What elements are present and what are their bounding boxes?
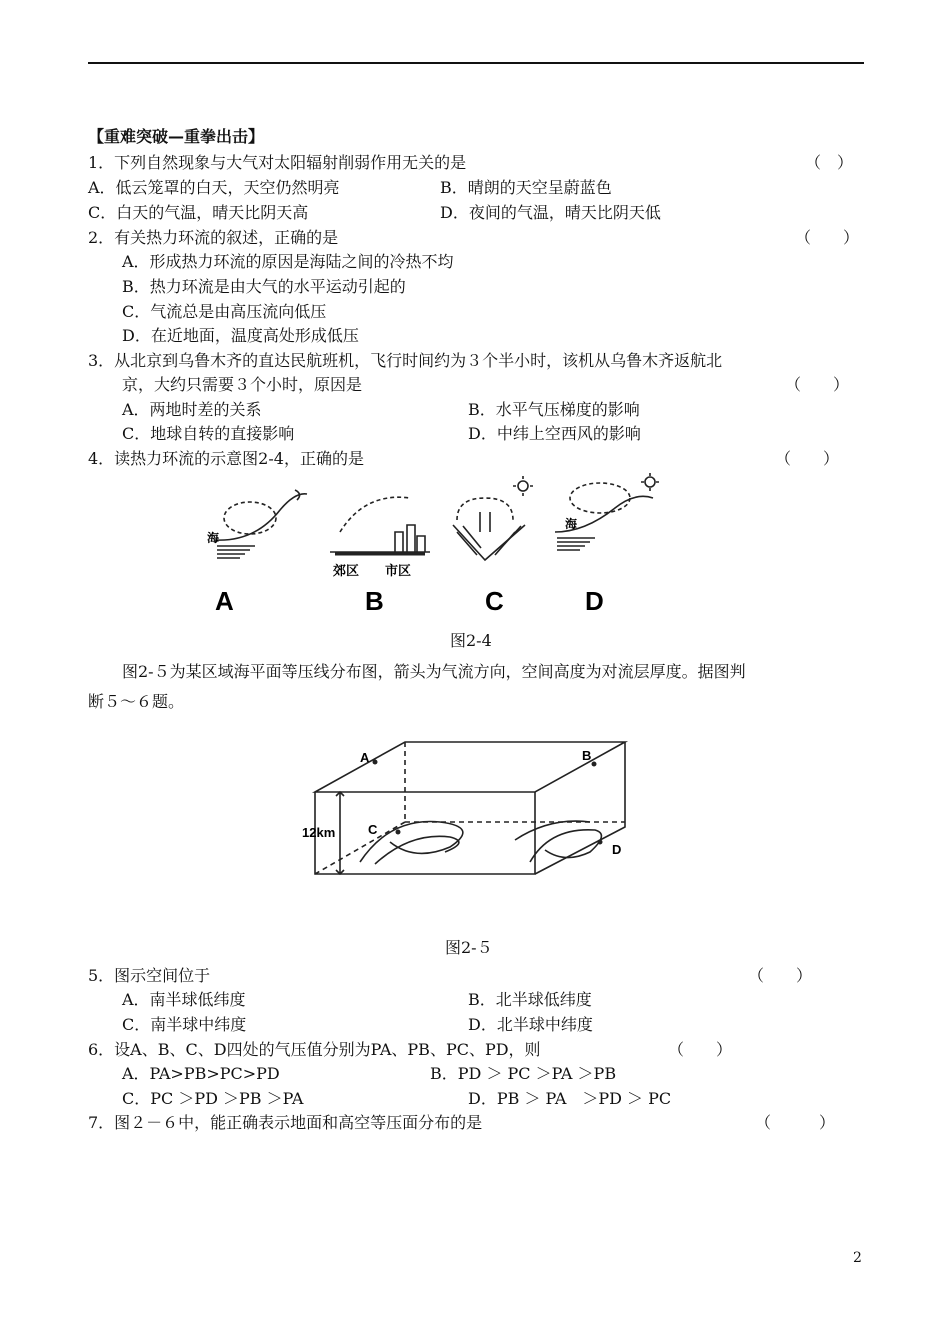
q3-stem-line1: 3．从北京到乌鲁木齐的直达民航班机，飞行时间约为３个半小时，该机从乌鲁木齐返航北 (88, 351, 723, 370)
q5-answer-paren: （ ） (748, 966, 813, 985)
q5-option-b: B．北半球低纬度 (468, 990, 592, 1009)
q1-option-c: C．白天的气温，晴天比阴天高 (88, 203, 309, 222)
q2-option-a: A．形成热力环流的原因是海陆之间的冷热不均 (122, 252, 454, 271)
q3-option-a: A．两地时差的关系 (122, 400, 262, 419)
q2-answer-paren: （ ） (795, 228, 860, 247)
q2-option-b: B．热力环流是由大气的水平运动引起的 (122, 277, 406, 296)
q1-option-d: D．夜间的气温，晴天比阴天低 (440, 203, 661, 222)
q3-stem-line2: 京，大约只需要３个小时，原因是 (122, 375, 363, 394)
q5-option-d: D．北半球中纬度 (468, 1015, 593, 1034)
height-label: 12km (302, 825, 336, 840)
q1-option-a: A．低云笼罩的白天，天空仍然明亮 (88, 178, 340, 197)
page-number: 2 (853, 1250, 862, 1266)
q6-option-d: D．PB ＞ PA ＞PD ＞ PC (468, 1089, 672, 1108)
q2-option-d: D．在近地面，温度高处形成低压 (122, 326, 359, 345)
panel-label-c: C (485, 586, 504, 616)
q6-option-a: A．PA>PB>PC>PD (122, 1064, 280, 1083)
figure-2-4-caption: 图2-4 (450, 631, 492, 650)
label-sea-a: 海 (207, 531, 220, 545)
point-a-label: A (360, 750, 370, 765)
panel-b-diagram (330, 497, 430, 554)
q3-option-b: B．水平气压梯度的影响 (468, 400, 640, 419)
panel-label-a: A (215, 586, 234, 616)
q3-option-c: C．地球自转的直接影响 (122, 424, 295, 443)
panel-a-diagram (215, 490, 307, 558)
q1-stem: 1．下列自然现象与大气对太阳辐射削弱作用无关的是 (88, 153, 467, 172)
figure-2-5-caption: 图2-５ (445, 938, 493, 957)
panel-label-d: D (585, 586, 604, 616)
point-d-label: D (612, 842, 622, 857)
q6-answer-paren: （ ） (668, 1040, 733, 1059)
thermal-circulation-figure (195, 470, 670, 625)
q6-stem: 6．设A、B、C、D四处的气压值分别为PA、PB、PC、PD，则 (88, 1040, 541, 1059)
header-rule (88, 62, 864, 64)
label-sea-d: 海 (565, 517, 578, 531)
q6-option-b: B．PD ＞ PC ＞PA ＞PB (430, 1064, 617, 1083)
q2-option-c: C．气流总是由高压流向低压 (122, 302, 327, 321)
q5-option-a: A．南半球低纬度 (122, 990, 246, 1009)
q5-stem: 5．图示空间位于 (88, 966, 211, 985)
q1-answer-paren: （ ） (805, 153, 854, 172)
panel-c-diagram (453, 476, 533, 560)
section-title: 【重难突破—重拳出击】 (88, 127, 265, 146)
label-city: 市区 (385, 563, 412, 578)
q6-option-c: C．PC ＞PD ＞PB ＞PA (122, 1089, 304, 1108)
point-b-label: B (582, 748, 592, 763)
q4-stem: 4．读热力环流的示意图2-4，正确的是 (88, 449, 364, 468)
q7-answer-paren: （ ） (755, 1113, 836, 1132)
q5-option-c: C．南半球中纬度 (122, 1015, 247, 1034)
label-suburb: 郊区 (333, 563, 360, 578)
q3-answer-paren: （ ） (785, 375, 850, 394)
q3-option-d: D．中纬上空西风的影响 (468, 424, 641, 443)
q4-answer-paren: （ ） (775, 449, 840, 468)
q1-option-b: B．晴朗的天空呈蔚蓝色 (440, 178, 612, 197)
panel-label-b: B (365, 586, 384, 616)
q5-6-intro-line2: 断５～６题。 (88, 692, 185, 711)
q7-stem: 7．图２－６中，能正确表示地面和高空等压面分布的是 (88, 1113, 483, 1132)
point-c-label: C (368, 822, 378, 837)
isobar-box-figure (300, 712, 645, 897)
q2-stem: 2．有关热力环流的叙述，正确的是 (88, 228, 339, 247)
panel-d-diagram (555, 473, 659, 550)
q5-6-intro-line1: 图2-５为某区域海平面等压线分布图，箭头为气流方向，空间高度为对流层厚度。据图判 (122, 662, 746, 681)
